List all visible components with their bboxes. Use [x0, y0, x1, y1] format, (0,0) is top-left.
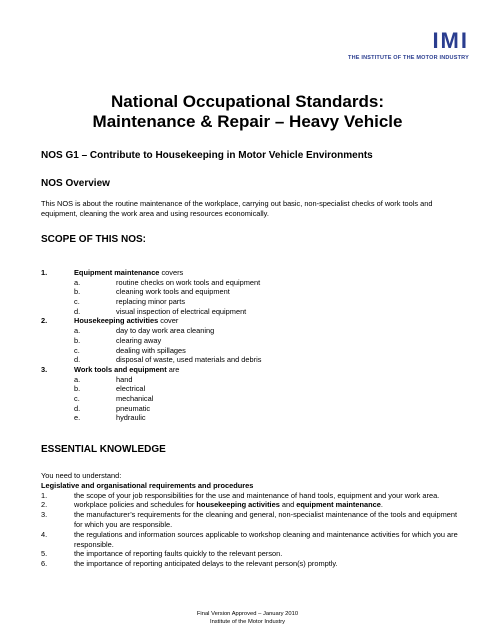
knowledge-subheading: Legislative and organisational requirements and procedures [41, 480, 254, 490]
logo-text: THE INSTITUTE OF THE MOTOR INDUSTRY [348, 55, 469, 61]
knowledge-item: 4. the regulations and information sources applicable to workshop cleaning and maintenance activities for which you are responsible. [41, 529, 458, 549]
nos-heading: NOS G1 – Contribute to Housekeeping in Motor Vehicle Environments [41, 150, 373, 161]
overview-text: This NOS is about the routine maintenance of the workplace, carrying out basic, non-specialist checks of work tools and equipment, cleaning the work area and using resources economically. [41, 199, 433, 218]
scope-number: 3. [41, 364, 48, 374]
scope-label: Equipment maintenance covers [74, 268, 184, 277]
scope-label: Housekeeping activities cover [74, 316, 179, 326]
footer-line-2: Institute of the Motor Industry [209, 618, 286, 625]
knowledge-section [41, 471, 461, 569]
knowledge-item: 2. workplace policies and schedules for housekeeping activities and equipment maintenance. [41, 500, 383, 510]
document-title [0, 92, 495, 132]
overview-heading: NOS Overview [41, 178, 110, 189]
page-footer [0, 611, 495, 626]
knowledge-item: 6. the importance of reporting anticipated delays to the relevant person(s) promptly. [41, 559, 338, 569]
knowledge-item: 5. the importance of reporting faults quickly to the relevant person. [41, 549, 283, 559]
title-line-2: Maintenance & Repair – Heavy Vehicle [92, 112, 403, 131]
imi-logo [329, 30, 469, 61]
knowledge-item: 1. the scope of your job responsibilities for the use and maintenance of hand tools, equipment and your work area. [41, 490, 440, 500]
knowledge-heading: ESSENTIAL KNOWLEDGE [41, 444, 166, 455]
title-line-1: National Occupational Standards: [111, 92, 384, 111]
scope-number: 1. [41, 268, 48, 277]
scope-heading: SCOPE OF THIS NOS: [41, 234, 147, 245]
scope-number: 2. [41, 316, 48, 326]
footer-line-1: Final Version Approved – January 2010 [196, 611, 299, 617]
scope-label: Work tools and equipment are [74, 364, 180, 374]
knowledge-intro: You need to understand: [41, 471, 122, 480]
knowledge-item: 3. the manufacturer’s requirements for the cleaning and general, non-specialist maintenance of the tools and equipment for which you are responsible. [41, 510, 458, 529]
logo-mark: IMI [432, 28, 469, 53]
